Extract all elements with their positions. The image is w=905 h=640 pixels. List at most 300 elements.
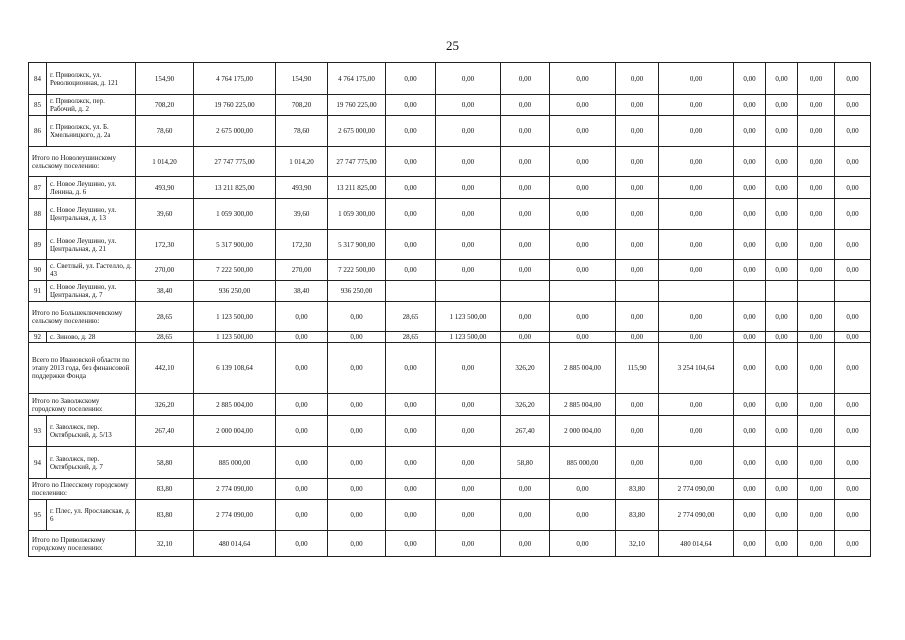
value-cell: 58,80 — [136, 447, 194, 479]
value-cell: 0,00 — [436, 260, 501, 281]
value-cell: 0,00 — [659, 332, 734, 343]
table-row — [29, 332, 871, 343]
row-number: 94 — [29, 447, 47, 479]
value-cell: 0,00 — [276, 302, 328, 332]
value-cell: 708,20 — [276, 95, 328, 116]
value-cell: 0,00 — [386, 177, 436, 199]
table-row — [29, 95, 871, 116]
value-cell: 0,00 — [766, 343, 798, 394]
table-row — [29, 281, 871, 302]
value-cell: 0,00 — [436, 531, 501, 557]
table-row — [29, 230, 871, 260]
value-cell: 0,00 — [328, 447, 386, 479]
value-cell: 0,00 — [328, 531, 386, 557]
value-cell: 0,00 — [550, 531, 616, 557]
value-cell: 0,00 — [798, 230, 835, 260]
value-cell: 0,00 — [550, 479, 616, 500]
value-cell: 13 211 825,00 — [328, 177, 386, 199]
value-cell: 0,00 — [276, 500, 328, 531]
value-cell: 1 014,20 — [136, 147, 194, 177]
value-cell: 0,00 — [798, 343, 835, 394]
value-cell — [550, 281, 616, 302]
value-cell: 0,00 — [659, 416, 734, 447]
value-cell: 78,60 — [136, 116, 194, 147]
row-number: 86 — [29, 116, 47, 147]
address-cell: с. Новое Леушино, ул. Центральная, д. 21 — [47, 230, 136, 260]
value-cell: 0,00 — [386, 199, 436, 230]
address-cell: г. Заволжск, пер. Октябрьский, д. 7 — [47, 447, 136, 479]
value-cell: 0,00 — [386, 394, 436, 416]
value-cell: 0,00 — [328, 302, 386, 332]
address-cell: с. Новое Леушино, ул. Ленина, д. 6 — [47, 177, 136, 199]
value-cell: 0,00 — [328, 343, 386, 394]
value-cell: 0,00 — [276, 416, 328, 447]
table-body — [29, 63, 871, 557]
value-cell: 0,00 — [616, 63, 659, 95]
value-cell: 0,00 — [501, 479, 550, 500]
value-cell: 493,90 — [276, 177, 328, 199]
value-cell: 0,00 — [766, 147, 798, 177]
value-cell: 83,80 — [616, 500, 659, 531]
value-cell: 0,00 — [835, 147, 871, 177]
value-cell: 0,00 — [436, 177, 501, 199]
value-cell: 0,00 — [501, 332, 550, 343]
value-cell: 0,00 — [501, 302, 550, 332]
value-cell: 0,00 — [550, 147, 616, 177]
value-cell: 0,00 — [501, 500, 550, 531]
value-cell: 0,00 — [734, 63, 766, 95]
value-cell: 1 123 500,00 — [194, 302, 276, 332]
value-cell: 0,00 — [616, 394, 659, 416]
value-cell: 0,00 — [835, 343, 871, 394]
value-cell: 0,00 — [550, 302, 616, 332]
value-cell: 0,00 — [798, 63, 835, 95]
value-cell: 0,00 — [734, 116, 766, 147]
value-cell: 0,00 — [798, 199, 835, 230]
address-cell: с. Зиново, д. 28 — [47, 332, 136, 343]
value-cell: 0,00 — [276, 394, 328, 416]
value-cell: 0,00 — [616, 230, 659, 260]
value-cell: 0,00 — [386, 260, 436, 281]
value-cell: 2 774 090,00 — [194, 479, 276, 500]
table-row — [29, 116, 871, 147]
value-cell: 2 774 090,00 — [659, 500, 734, 531]
value-cell: 493,90 — [136, 177, 194, 199]
value-cell: 0,00 — [766, 63, 798, 95]
value-cell: 885 000,00 — [194, 447, 276, 479]
value-cell: 0,00 — [659, 147, 734, 177]
table-row — [29, 500, 871, 531]
value-cell: 0,00 — [659, 230, 734, 260]
value-cell — [386, 281, 436, 302]
value-cell: 0,00 — [659, 63, 734, 95]
value-cell: 0,00 — [734, 199, 766, 230]
value-cell: 2 675 000,00 — [194, 116, 276, 147]
value-cell: 0,00 — [386, 230, 436, 260]
value-cell: 0,00 — [766, 302, 798, 332]
value-cell: 28,65 — [136, 302, 194, 332]
value-cell: 0,00 — [734, 531, 766, 557]
value-cell: 0,00 — [766, 332, 798, 343]
value-cell: 13 211 825,00 — [194, 177, 276, 199]
value-cell: 0,00 — [734, 447, 766, 479]
value-cell: 32,10 — [136, 531, 194, 557]
value-cell: 326,20 — [136, 394, 194, 416]
value-cell — [766, 281, 798, 302]
value-cell: 19 760 225,00 — [328, 95, 386, 116]
value-cell: 0,00 — [501, 95, 550, 116]
value-cell: 0,00 — [835, 531, 871, 557]
value-cell: 28,65 — [136, 332, 194, 343]
value-cell: 0,00 — [766, 260, 798, 281]
value-cell — [659, 281, 734, 302]
value-cell: 0,00 — [659, 95, 734, 116]
address-cell: с. Новое Леушино, ул. Центральная, д. 7 — [47, 281, 136, 302]
value-cell: 0,00 — [501, 177, 550, 199]
page-number: 25 — [446, 38, 459, 53]
value-cell: 28,65 — [386, 302, 436, 332]
value-cell: 2 774 090,00 — [659, 479, 734, 500]
value-cell: 4 764 175,00 — [328, 63, 386, 95]
value-cell: 0,00 — [328, 416, 386, 447]
value-cell — [436, 281, 501, 302]
value-cell: 0,00 — [436, 147, 501, 177]
value-cell: 267,40 — [136, 416, 194, 447]
value-cell: 0,00 — [766, 447, 798, 479]
value-cell: 2 885 004,00 — [550, 394, 616, 416]
value-cell: 0,00 — [734, 479, 766, 500]
value-cell: 0,00 — [436, 416, 501, 447]
value-cell: 0,00 — [798, 260, 835, 281]
value-cell: 5 317 900,00 — [194, 230, 276, 260]
table-row — [29, 63, 871, 95]
value-cell: 0,00 — [276, 343, 328, 394]
value-cell: 0,00 — [386, 500, 436, 531]
value-cell: 0,00 — [386, 531, 436, 557]
value-cell: 0,00 — [835, 302, 871, 332]
value-cell: 0,00 — [798, 416, 835, 447]
value-cell: 0,00 — [616, 416, 659, 447]
housing-program-table — [28, 62, 871, 557]
value-cell: 326,20 — [501, 343, 550, 394]
value-cell — [734, 281, 766, 302]
value-cell: 0,00 — [436, 199, 501, 230]
value-cell: 0,00 — [766, 116, 798, 147]
value-cell: 0,00 — [798, 394, 835, 416]
value-cell: 5 317 900,00 — [328, 230, 386, 260]
row-number: 95 — [29, 500, 47, 531]
value-cell: 0,00 — [835, 394, 871, 416]
table-row — [29, 394, 871, 416]
row-label: Всего по Ивановской области по этапу 2013 года, без финансовой поддержки Фонда — [29, 343, 136, 394]
value-cell: 2 675 000,00 — [328, 116, 386, 147]
value-cell: 0,00 — [798, 147, 835, 177]
value-cell: 0,00 — [501, 230, 550, 260]
value-cell: 0,00 — [276, 447, 328, 479]
value-cell: 0,00 — [734, 260, 766, 281]
value-cell: 0,00 — [616, 302, 659, 332]
value-cell: 0,00 — [436, 116, 501, 147]
row-number: 88 — [29, 199, 47, 230]
address-cell: с. Новое Леушино, ул. Центральная, д. 13 — [47, 199, 136, 230]
value-cell: 0,00 — [659, 260, 734, 281]
value-cell: 0,00 — [766, 230, 798, 260]
value-cell: 0,00 — [835, 199, 871, 230]
value-cell: 0,00 — [835, 230, 871, 260]
value-cell: 0,00 — [659, 199, 734, 230]
value-cell: 0,00 — [766, 95, 798, 116]
table-row — [29, 147, 871, 177]
value-cell: 2 000 004,00 — [194, 416, 276, 447]
value-cell: 2 000 004,00 — [550, 416, 616, 447]
value-cell: 115,90 — [616, 343, 659, 394]
value-cell: 0,00 — [835, 479, 871, 500]
value-cell: 154,90 — [136, 63, 194, 95]
row-number: 85 — [29, 95, 47, 116]
value-cell: 0,00 — [798, 332, 835, 343]
value-cell: 78,60 — [276, 116, 328, 147]
value-cell: 27 747 775,00 — [194, 147, 276, 177]
value-cell: 0,00 — [616, 260, 659, 281]
value-cell: 0,00 — [501, 531, 550, 557]
value-cell: 0,00 — [436, 479, 501, 500]
value-cell: 0,00 — [616, 116, 659, 147]
value-cell: 2 885 004,00 — [550, 343, 616, 394]
row-number: 87 — [29, 177, 47, 199]
value-cell: 0,00 — [276, 332, 328, 343]
row-label: Итого по Новолеушинскому сельскому поселению: — [29, 147, 136, 177]
value-cell: 0,00 — [550, 500, 616, 531]
value-cell: 0,00 — [659, 116, 734, 147]
value-cell: 0,00 — [501, 260, 550, 281]
value-cell: 19 760 225,00 — [194, 95, 276, 116]
value-cell: 480 014,64 — [194, 531, 276, 557]
value-cell: 270,00 — [136, 260, 194, 281]
value-cell: 0,00 — [835, 500, 871, 531]
value-cell: 39,60 — [276, 199, 328, 230]
value-cell: 1 123 500,00 — [436, 302, 501, 332]
value-cell: 172,30 — [276, 230, 328, 260]
value-cell: 83,80 — [616, 479, 659, 500]
value-cell: 0,00 — [501, 116, 550, 147]
address-cell: г. Плес, ул. Ярославская, д. 6 — [47, 500, 136, 531]
value-cell: 0,00 — [616, 177, 659, 199]
value-cell: 0,00 — [616, 332, 659, 343]
value-cell: 936 250,00 — [194, 281, 276, 302]
value-cell: 0,00 — [659, 177, 734, 199]
value-cell: 0,00 — [550, 230, 616, 260]
value-cell: 0,00 — [734, 416, 766, 447]
value-cell: 0,00 — [436, 343, 501, 394]
value-cell: 0,00 — [386, 116, 436, 147]
value-cell: 708,20 — [136, 95, 194, 116]
address-cell: г. Приволжск, ул. Революционная, д. 121 — [47, 63, 136, 95]
value-cell: 0,00 — [734, 302, 766, 332]
value-cell: 0,00 — [386, 343, 436, 394]
value-cell: 0,00 — [835, 95, 871, 116]
value-cell: 0,00 — [798, 447, 835, 479]
table-row — [29, 199, 871, 230]
value-cell: 1 059 300,00 — [328, 199, 386, 230]
value-cell: 28,65 — [386, 332, 436, 343]
value-cell: 1 059 300,00 — [194, 199, 276, 230]
row-number: 91 — [29, 281, 47, 302]
value-cell: 154,90 — [276, 63, 328, 95]
value-cell: 0,00 — [798, 302, 835, 332]
table-row — [29, 260, 871, 281]
value-cell — [835, 281, 871, 302]
value-cell: 0,00 — [798, 177, 835, 199]
table-row — [29, 343, 871, 394]
address-cell: г. Приволжск, ул. Б. Хмельницкого, д. 2а — [47, 116, 136, 147]
value-cell: 83,80 — [136, 479, 194, 500]
value-cell: 0,00 — [550, 95, 616, 116]
value-cell: 0,00 — [734, 343, 766, 394]
value-cell — [616, 281, 659, 302]
value-cell: 83,80 — [136, 500, 194, 531]
value-cell: 0,00 — [734, 147, 766, 177]
value-cell: 58,80 — [501, 447, 550, 479]
value-cell: 1 123 500,00 — [194, 332, 276, 343]
value-cell: 442,10 — [136, 343, 194, 394]
value-cell: 0,00 — [616, 199, 659, 230]
value-cell: 0,00 — [386, 147, 436, 177]
value-cell: 0,00 — [501, 63, 550, 95]
value-cell: 0,00 — [734, 394, 766, 416]
table-row — [29, 531, 871, 557]
value-cell: 0,00 — [550, 332, 616, 343]
value-cell: 267,40 — [501, 416, 550, 447]
value-cell: 0,00 — [328, 332, 386, 343]
value-cell: 0,00 — [766, 531, 798, 557]
value-cell: 0,00 — [550, 260, 616, 281]
value-cell: 0,00 — [766, 416, 798, 447]
value-cell: 936 250,00 — [328, 281, 386, 302]
value-cell: 6 139 108,64 — [194, 343, 276, 394]
value-cell: 0,00 — [835, 332, 871, 343]
value-cell: 2 885 004,00 — [194, 394, 276, 416]
value-cell: 0,00 — [798, 479, 835, 500]
value-cell: 0,00 — [766, 479, 798, 500]
value-cell — [798, 281, 835, 302]
value-cell: 0,00 — [436, 95, 501, 116]
value-cell: 0,00 — [436, 63, 501, 95]
value-cell: 27 747 775,00 — [328, 147, 386, 177]
value-cell: 0,00 — [386, 63, 436, 95]
value-cell: 0,00 — [616, 447, 659, 479]
value-cell: 0,00 — [550, 116, 616, 147]
value-cell: 0,00 — [501, 199, 550, 230]
value-cell: 0,00 — [328, 394, 386, 416]
table-row — [29, 302, 871, 332]
value-cell: 172,30 — [136, 230, 194, 260]
value-cell: 7 222 500,00 — [194, 260, 276, 281]
address-cell: с. Светлый, ул. Гастелло, д. 43 — [47, 260, 136, 281]
value-cell: 0,00 — [386, 416, 436, 447]
table-row — [29, 479, 871, 500]
value-cell: 0,00 — [766, 500, 798, 531]
value-cell: 0,00 — [436, 230, 501, 260]
row-label: Итого по Большеключевскому сельскому поселению: — [29, 302, 136, 332]
value-cell: 0,00 — [798, 500, 835, 531]
value-cell: 0,00 — [550, 199, 616, 230]
value-cell: 7 222 500,00 — [328, 260, 386, 281]
value-cell: 326,20 — [501, 394, 550, 416]
value-cell: 0,00 — [734, 95, 766, 116]
row-number: 93 — [29, 416, 47, 447]
value-cell: 1 014,20 — [276, 147, 328, 177]
value-cell: 0,00 — [835, 116, 871, 147]
row-number: 90 — [29, 260, 47, 281]
value-cell: 0,00 — [328, 500, 386, 531]
value-cell: 0,00 — [276, 531, 328, 557]
value-cell: 38,40 — [276, 281, 328, 302]
row-label: Итого по Приволжскому городскому поселению: — [29, 531, 136, 557]
value-cell: 38,40 — [136, 281, 194, 302]
value-cell: 0,00 — [436, 500, 501, 531]
value-cell: 270,00 — [276, 260, 328, 281]
value-cell: 0,00 — [436, 394, 501, 416]
value-cell: 885 000,00 — [550, 447, 616, 479]
value-cell: 0,00 — [835, 416, 871, 447]
value-cell: 0,00 — [386, 95, 436, 116]
value-cell: 0,00 — [766, 394, 798, 416]
value-cell: 0,00 — [798, 116, 835, 147]
row-label: Итого по Заволжскому городскому поселению: — [29, 394, 136, 416]
value-cell: 0,00 — [734, 230, 766, 260]
value-cell: 0,00 — [550, 177, 616, 199]
address-cell: г. Приволжск, пер. Рабочий, д. 2 — [47, 95, 136, 116]
table-row — [29, 177, 871, 199]
value-cell: 0,00 — [734, 177, 766, 199]
value-cell: 32,10 — [616, 531, 659, 557]
value-cell: 0,00 — [659, 394, 734, 416]
address-cell: г. Заволжск, пер. Октябрьский, д. 5/13 — [47, 416, 136, 447]
value-cell: 0,00 — [501, 147, 550, 177]
value-cell: 0,00 — [835, 260, 871, 281]
value-cell: 0,00 — [835, 447, 871, 479]
value-cell: 0,00 — [835, 63, 871, 95]
value-cell: 0,00 — [328, 479, 386, 500]
value-cell: 0,00 — [659, 302, 734, 332]
row-number: 84 — [29, 63, 47, 95]
value-cell: 0,00 — [436, 447, 501, 479]
value-cell: 2 774 090,00 — [194, 500, 276, 531]
value-cell: 0,00 — [276, 479, 328, 500]
value-cell: 0,00 — [550, 63, 616, 95]
value-cell: 0,00 — [659, 447, 734, 479]
value-cell: 0,00 — [766, 177, 798, 199]
value-cell: 0,00 — [616, 147, 659, 177]
value-cell: 0,00 — [734, 500, 766, 531]
value-cell: 0,00 — [798, 531, 835, 557]
value-cell: 0,00 — [766, 199, 798, 230]
value-cell — [501, 281, 550, 302]
value-cell: 0,00 — [798, 95, 835, 116]
value-cell: 3 254 104,64 — [659, 343, 734, 394]
row-label: Итого по Плесскому городскому поселению: — [29, 479, 136, 500]
table-row — [29, 447, 871, 479]
value-cell: 480 014,64 — [659, 531, 734, 557]
value-cell: 0,00 — [386, 479, 436, 500]
value-cell: 1 123 500,00 — [436, 332, 501, 343]
value-cell: 0,00 — [835, 177, 871, 199]
value-cell: 0,00 — [386, 447, 436, 479]
value-cell: 4 764 175,00 — [194, 63, 276, 95]
value-cell: 0,00 — [734, 332, 766, 343]
value-cell: 0,00 — [616, 95, 659, 116]
value-cell: 39,60 — [136, 199, 194, 230]
